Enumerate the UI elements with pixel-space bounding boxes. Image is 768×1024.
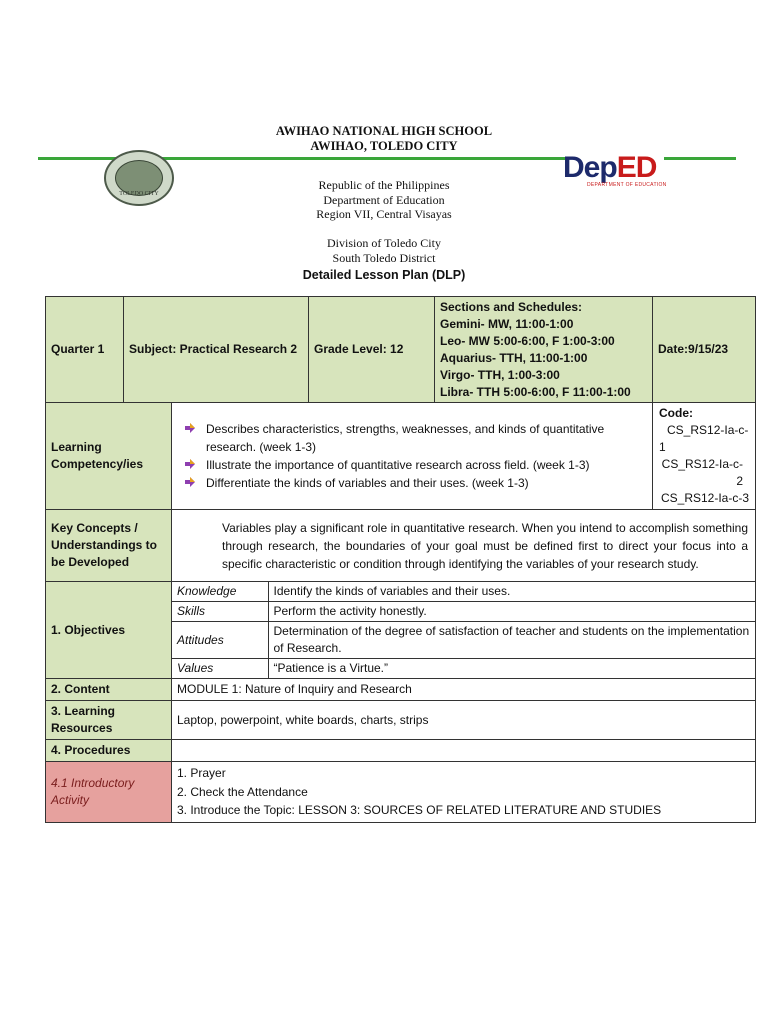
region-line: Region VII, Central Visayas (316, 207, 452, 221)
table-row: Attitudes Determination of the degree of satisfaction of teacher and students on the implementation of Research. (172, 622, 755, 659)
list-item: Describes characteristics, strengths, weaknesses, and kinds of quantitative research. (week 1-3) (206, 420, 650, 456)
bullet-arrow-icon (184, 476, 196, 488)
sections-title: Sections and Schedules: (440, 299, 583, 314)
section-schedule: Virgo- TTH, 1:00-3:00 (440, 367, 560, 382)
list-item: 1. Prayer (177, 766, 226, 780)
resources-label: 3. Learning Resources (46, 701, 172, 740)
objectives-label: 1. Objectives (46, 582, 172, 679)
table-row: Knowledge Identify the kinds of variables and their uses. (172, 582, 755, 602)
objectives-table (172, 582, 755, 678)
quarter-cell: Quarter 1 (46, 297, 124, 403)
competency-code-cell (653, 403, 756, 510)
deped-logo-text-b: ED (616, 151, 657, 184)
table-row: Values “Patience is a Virtue.” (172, 659, 755, 679)
district-line: South Toledo District (332, 251, 436, 265)
content-label: 2. Content (46, 679, 172, 701)
grade-level-cell: Grade Level: 12 (309, 297, 435, 403)
key-concepts-text: Variables play a significant role in quantitative research. When you intend to accomplish something through research, the boundaries of your goal must be defined first to direct your focus into a specific characteristic or condition through identifying the variables of your research study. (172, 510, 756, 582)
school-header (0, 124, 768, 154)
resources-value: Laptop, powerpoint, white boards, charts, strips (172, 701, 756, 740)
section-schedule: Libra- TTH 5:00-6:00, F 11:00-1:00 (440, 384, 631, 399)
sections-schedules-cell (435, 297, 653, 403)
list-item: 2. Check the Attendance (177, 784, 308, 799)
division-header (0, 236, 768, 266)
code-value: CS_RS12-Ia-c-1 (659, 423, 749, 454)
list-item: Illustrate the importance of quantitative research across field. (week 1-3) (206, 456, 650, 474)
list-item: Differentiate the kinds of variables and their uses. (week 1-3) (206, 474, 650, 492)
competency-list-cell (172, 403, 653, 510)
section-schedule: Aquarius- TTH, 11:00-1:00 (440, 350, 588, 365)
date-cell: Date:9/15/23 (653, 297, 756, 403)
deped-logo-text-a: Dep (563, 151, 617, 184)
introductory-activity-label: 4.1 Introductory Activity (46, 762, 172, 823)
government-header (0, 178, 768, 222)
competency-list (174, 420, 650, 492)
subject-cell: Subject: Practical Research 2 (124, 297, 309, 403)
department-line: Department of Education (323, 192, 445, 207)
school-address: AWIHAO, TOLEDO CITY (310, 139, 458, 153)
procedures-label: 4. Procedures (46, 740, 172, 762)
list-item: 3. Introduce the Topic: LESSON 3: SOURCES OF RELATED LITERATURE AND STUDIES (177, 803, 662, 817)
bullet-arrow-icon (184, 458, 196, 470)
code-value: CS_RS12-Ia-c-3 (660, 491, 750, 505)
bullet-arrow-icon (184, 422, 196, 434)
document-title: Detailed Lesson Plan (DLP) (302, 268, 466, 282)
lesson-plan-table (45, 296, 756, 823)
division-line: Division of Toledo City (327, 236, 441, 250)
content-value: MODULE 1: Nature of Inquiry and Research (172, 679, 756, 701)
header-divider-right (664, 157, 736, 160)
deped-logo-subtitle: DEPARTMENT OF EDUCATION (587, 182, 667, 188)
key-concepts-label: Key Concepts / Understandings to be Developed (46, 510, 172, 582)
section-schedule: Gemini- MW, 11:00-1:00 (440, 316, 574, 331)
seal-text: TOLEDO CITY (119, 191, 159, 197)
code-label: Code: (659, 406, 694, 420)
school-name: AWIHAO NATIONAL HIGH SCHOOL (275, 124, 493, 138)
table-row: Skills Perform the activity honestly. (172, 602, 755, 622)
code-value: CS_RS12-Ia-c-2 (661, 457, 744, 488)
objectives-cell (172, 582, 756, 679)
section-schedule: Leo- MW 5:00-6:00, F 1:00-3:00 (440, 333, 615, 348)
procedures-value (172, 740, 756, 762)
competency-label: Learning Competency/ies (46, 403, 172, 510)
republic-line: Republic of the Philippines (318, 178, 450, 192)
introductory-activity-steps (172, 762, 756, 823)
